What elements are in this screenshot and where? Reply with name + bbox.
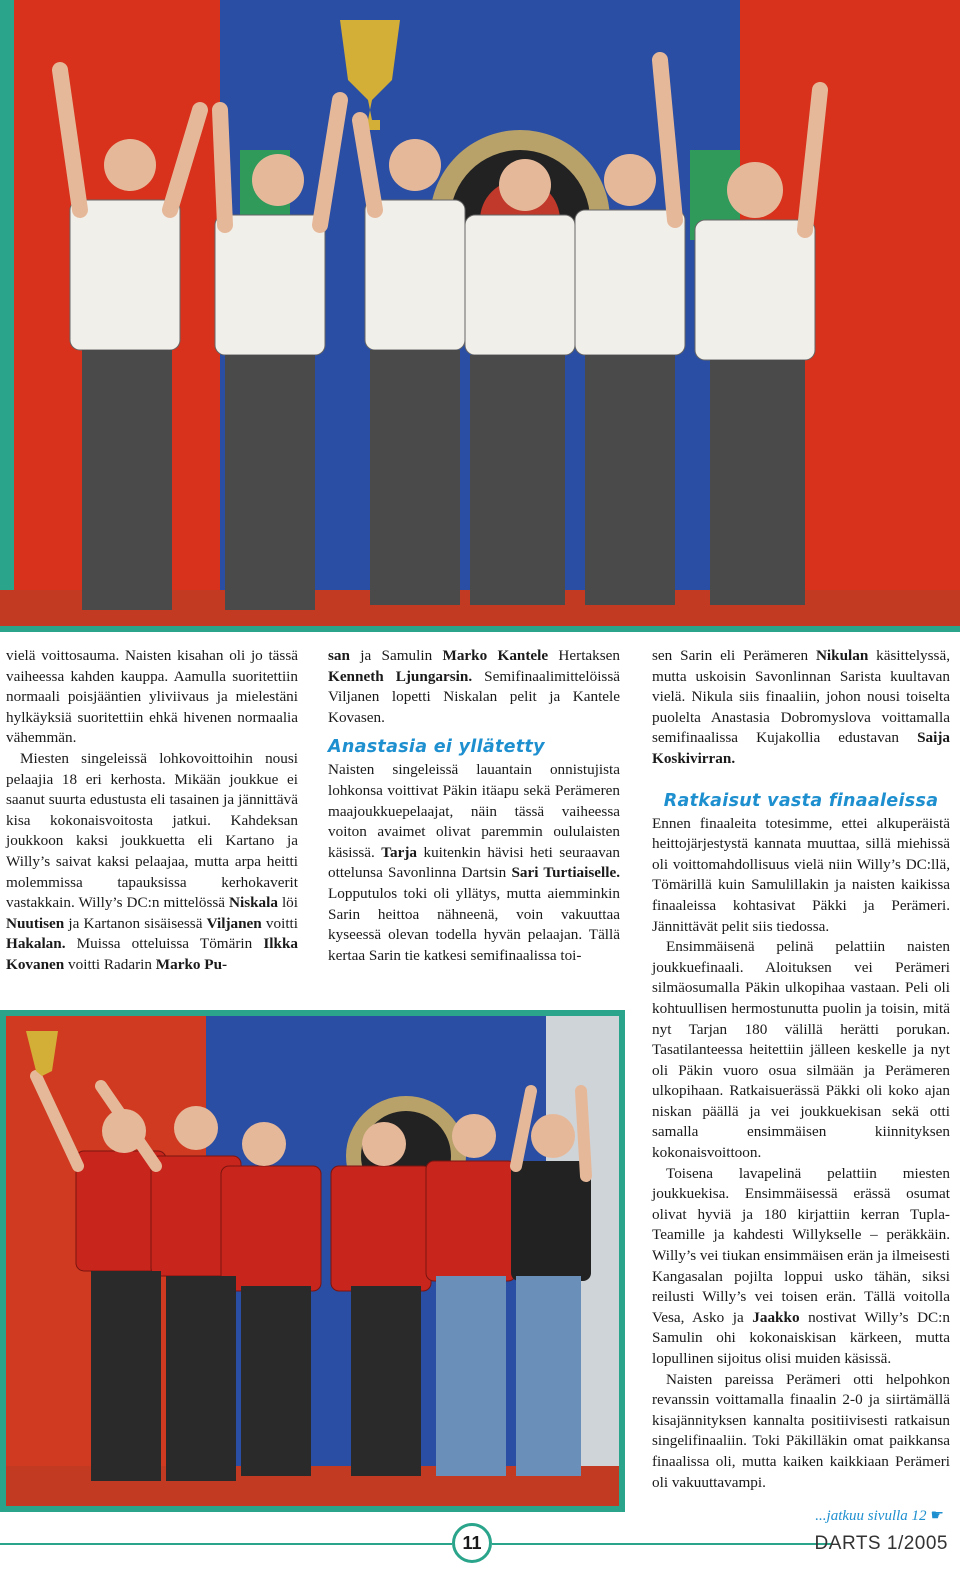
article-column-2 [328, 646, 620, 966]
paragraph: Ensimmäisenä pelinä pelattiin naisten joukkuefinaali. Aloituksen vei Perämeri silmäosumalla Päkin ulkopihaa vastaan. Peli oli kohtuullisen hermostunutta puolin ja toisin, mitä nyt Tarjan 180 välillä herätti porukan. Tasatilanteessa heitettiin jälleen keskelle ja nyt oli Päkin vuoro osua silmään ja Perämeren ulkopihaan. Ratkaisuerässä Päkki oli koko ajan niskan päällä ja vei joukkuekisan sekä otti samalla ensimmäisen kiinnityksen kokonaisvoittoon. [652, 938, 950, 1162]
paragraph: Naisten singeleissä lauantain onnistujista lohkonsa voittivat Päkin itäapu sekä Perämeren maajoukkuepelaajat, näin tässä vaiheessa voiton avaimet olivat paremmin oululaisten käsissä. Tarja kuitenkin hävisi heti seuraavan ottelunsa Savonlinna Dartsin Sari Turtiaiselle. Lopputulos toki oli yllätys, mutta aiemminkin Sarin heittoa nähneenä, voin vakuuttaa kyseessä olevan todella hyvän pelaajan. Tällä kertaa Sarin tie katkesi semifinaalissa toi- [328, 761, 621, 964]
divider [0, 1543, 452, 1545]
paragraph: Naisten pareissa Perämeri otti helpohkon revanssin voittamalla finaalin 2-0 ja siirtämällä kisajännityksen kannalta positiivisesti ratkaisun singelifinaaliin. Toki Päkilläkin omat paikkansa finaalissa oli, mutta kaiken kaikkiaan Perämeri oli vakuuttavampi. [652, 1370, 950, 1491]
section-headline: Anastasia ei yllätetty [328, 737, 545, 758]
paragraph: Toisena lavapelinä pelattiin miesten joukkuekisa. Ensimmäisessä erässä osumat olivat hyviä ja 180 kirjattiin kerran Tupla-Teamille ja kahdesti Willykselle – peräkkäin. Willy’s vei tiukan ensimmäisen erän ja ilmeisesti Kangasalan pojilta loppui usko tähän, siksi reilusti Willy’s vei toisen erän. Tällä voitolla Vesa, Asko ja Jaakko nostivat Willy’s DC:n Samulin ohi kokonaiskisan kärkeen, mutta lopullinen sijoitus olisi muiden käsissä. [652, 1164, 951, 1367]
page-number: 11 [452, 1523, 492, 1563]
paragraph: sen Sarin eli Perämeren Nikulan käsittelyssä, mutta uskoisin Savonlinnan Sarista kuultavan vielä. Nikula siis finaaliin, johon nousi toiselta puolelta Anastasia Dobromyslova voittamalla semifinaalissa Kujakollia edustavan Saija Koskivirran. [652, 647, 950, 767]
section-headline: Ratkaisut vasta finaaleissa [663, 790, 939, 811]
team-photo-winners [0, 0, 960, 632]
divider [492, 1543, 832, 1545]
paragraph: san ja Samulin Marko Kantele Hertaksen Kenneth Ljungarsin. Semifinaalimittelöissä Viljanen lopetti Niskalan pelit ja Kantele Kovasen. [328, 647, 621, 726]
paragraph: Ennen finaaleita totesimme, ettei alkuperäistä heittojärjestystä kannata muuttaa, sillä miehissä oli voittomahdollisuus vielä niin Willy’s DC:llä, Tömärillä kuin Samulillakin ja naisten kaikissa finaaleissa kohtasivat Päkki ja Perämeri. Jännittävät pelit siis tiedossa. [652, 814, 950, 935]
paragraph: vielä voittosauma. Naisten kisahan oli jo tässä vaiheessa kahden kauppa. Aamulla suoritettiin normaali poisjääntien yliviivaus ja mielestäni hylkäyksiä suoritettiin ehkä hivenen normaalia vähemmän. [6, 647, 298, 747]
paragraph: Miesten singeleissä lohkovoittoihin nousi pelaajia 18 eri kerhosta. Mikään joukkue ei saanut suurta edustusta eli tasainen ja jännittävä kisa kokonaisvoitosta jatkui. Kahdeksan joukkoon kaksi joukkuetta eli Kartano ja Willy’s saivat kaksi pelaajaa, mutta arpa heitti molemmissa tapauksissa kerhokaverit vastakkain. Willy’s DC:n mittelössä Niskala löi Nuutisen ja Kartanon sisäisessä Viljanen voitti Hakalan. Muissa otteluissa Tömärin Ilkka Kovanen voitti Radarin Marko Pu- [6, 749, 298, 973]
magazine-issue: DARTS 1/2005 [814, 1533, 948, 1554]
continues-note: ...jatkuu sivulla 12 ☛ [815, 1508, 944, 1524]
team-photo-red-shirts [0, 1010, 625, 1512]
article-column-1 [6, 646, 298, 976]
article-column-3 [652, 646, 950, 1493]
pointing-hand-icon: ☛ [930, 1508, 944, 1524]
